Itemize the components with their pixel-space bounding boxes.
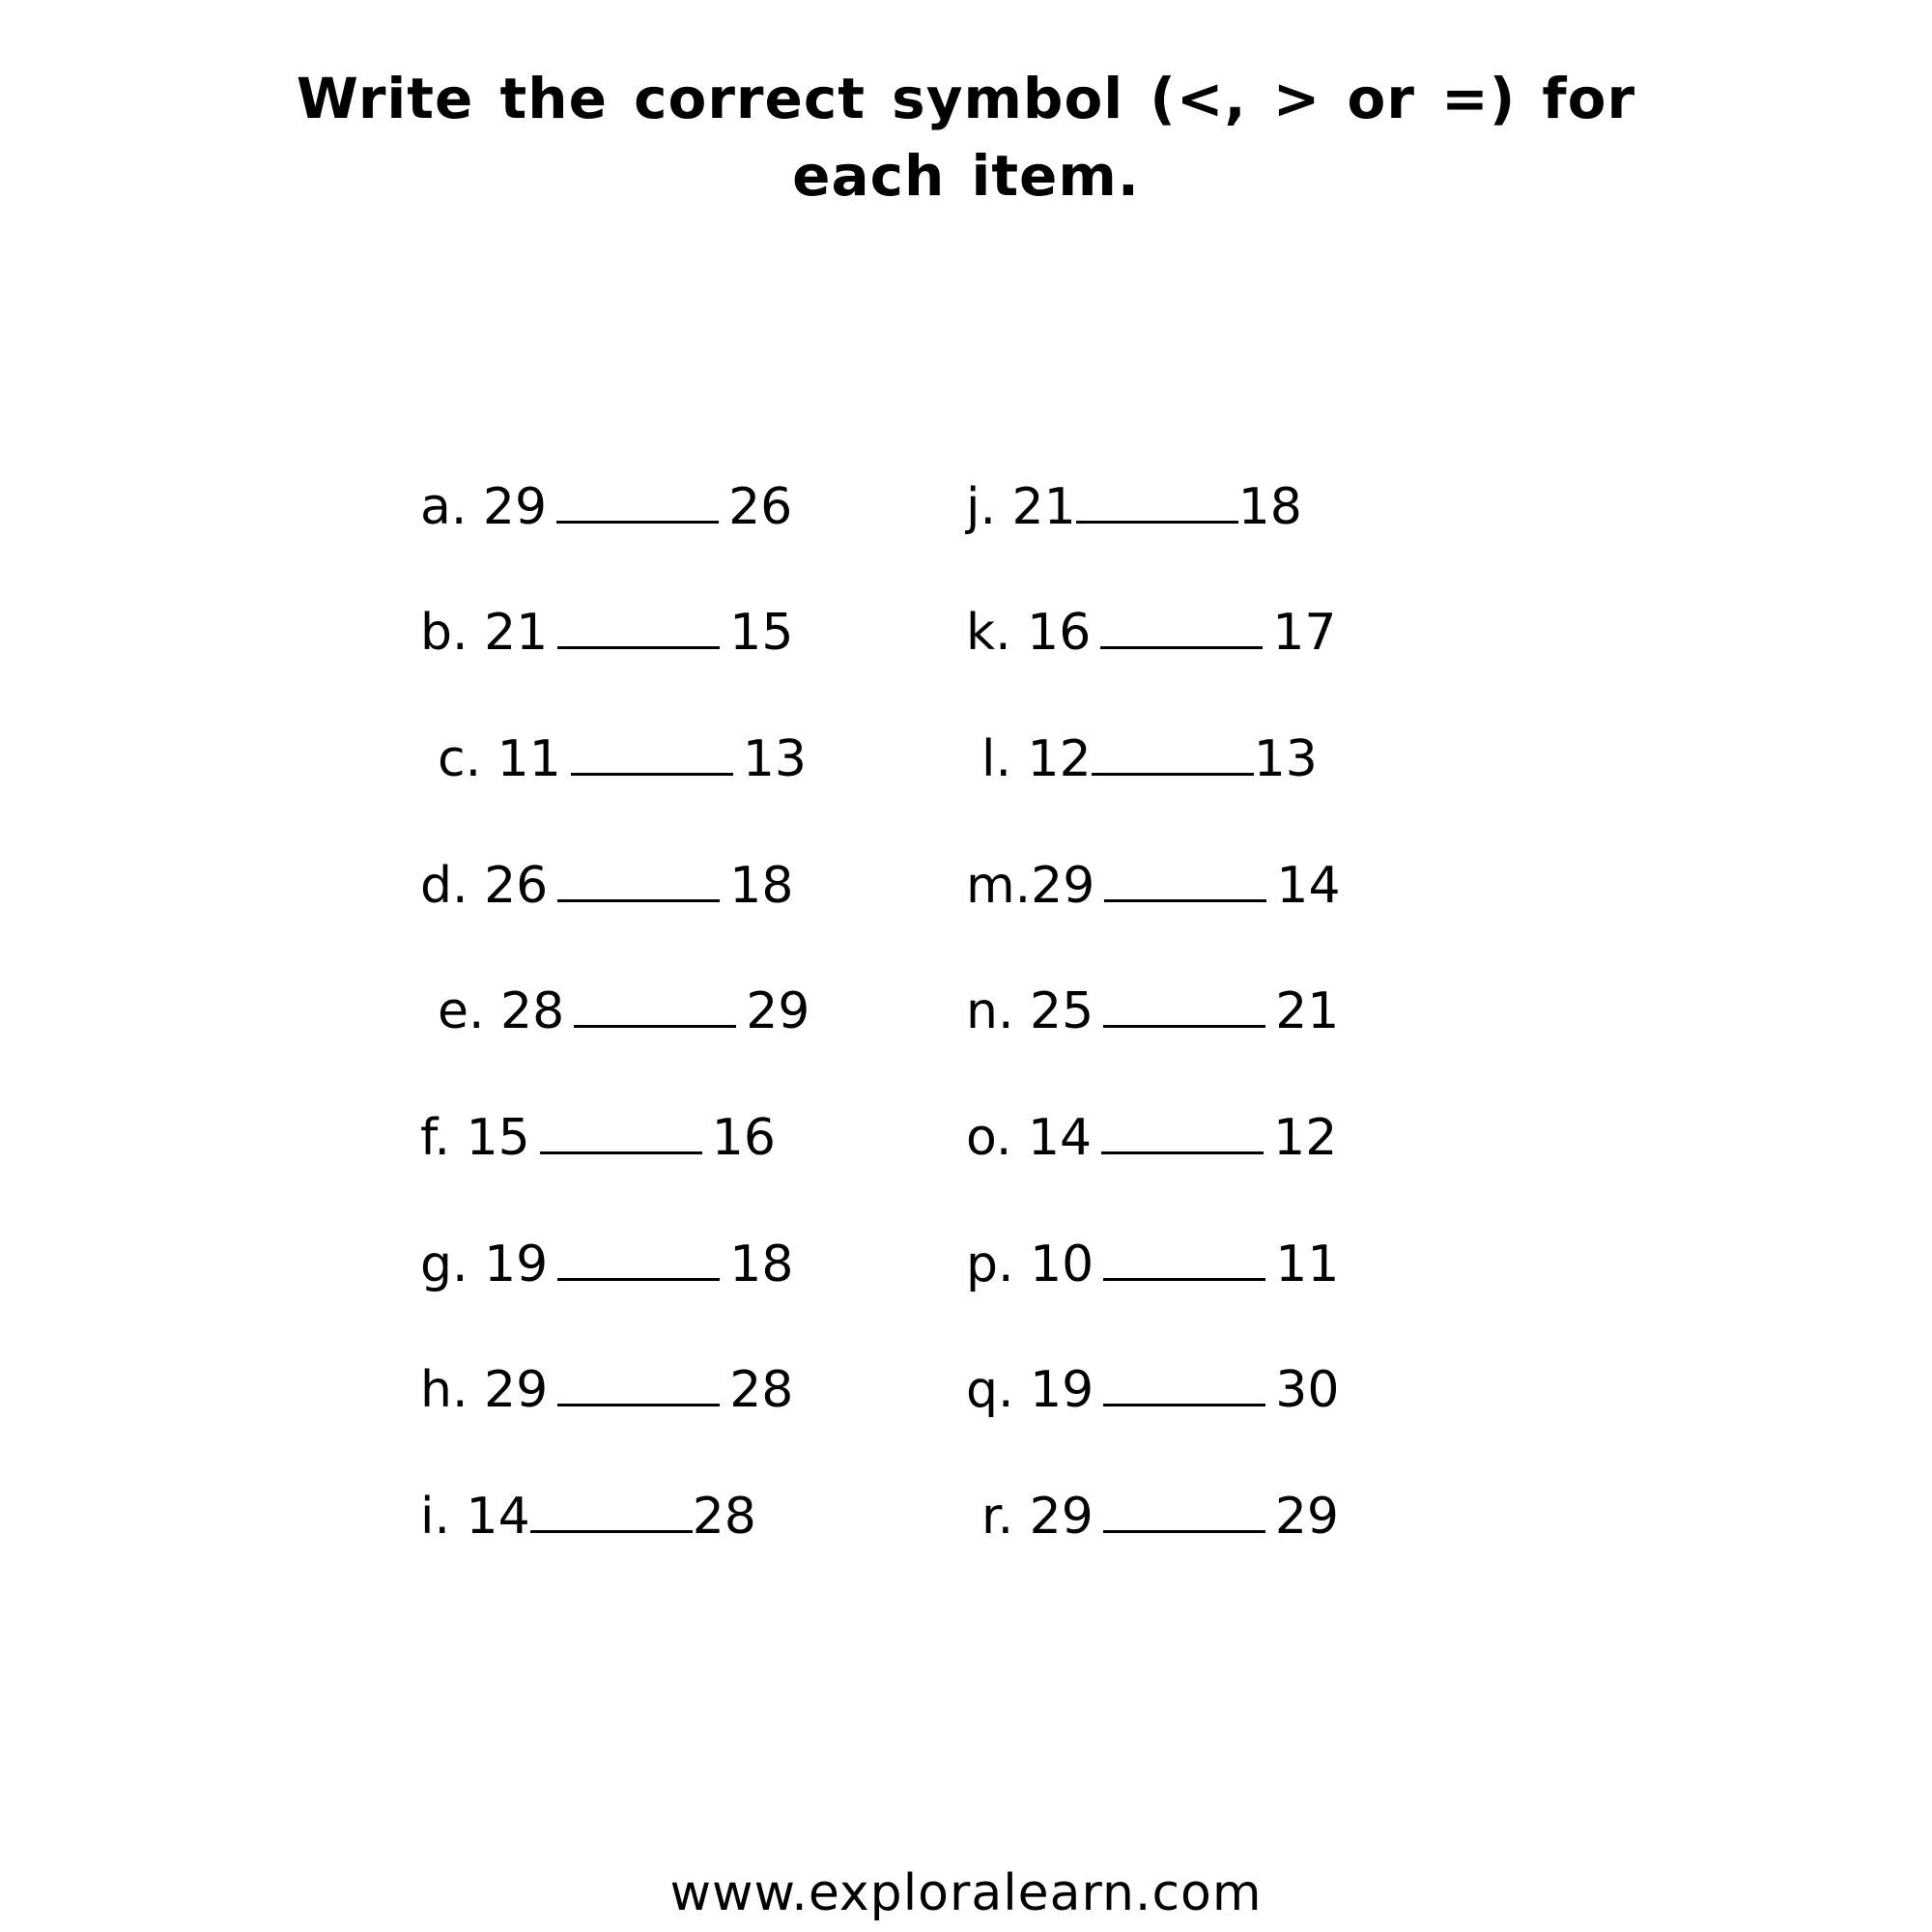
item-right-value: 21	[1275, 982, 1340, 1040]
item-left-value: h. 29	[420, 1361, 549, 1419]
comparison-item-l	[981, 721, 1318, 798]
item-right-value: 15	[729, 604, 794, 662]
answer-blank[interactable]	[1076, 470, 1238, 524]
answer-blank[interactable]	[530, 1480, 693, 1533]
comparison-item-e	[438, 973, 810, 1050]
item-right-value: 12	[1273, 1109, 1338, 1167]
comparison-item-i	[420, 1478, 756, 1555]
comparison-item-g	[420, 1226, 793, 1303]
item-right-value: 13	[1253, 730, 1318, 788]
answer-blank[interactable]	[557, 596, 720, 649]
answer-blank[interactable]	[557, 849, 720, 902]
comparison-item-r	[981, 1478, 1339, 1555]
comparison-item-o	[966, 1099, 1337, 1177]
item-right-value: 29	[1274, 1488, 1340, 1546]
comparison-item-j	[966, 469, 1302, 546]
item-right-value: 26	[728, 478, 793, 536]
item-left-value: j. 21	[966, 478, 1076, 536]
item-left-value: o. 14	[966, 1109, 1093, 1167]
answer-blank[interactable]	[1103, 975, 1265, 1028]
item-left-value: r. 29	[981, 1488, 1094, 1546]
answer-blank[interactable]	[571, 723, 733, 776]
answer-blank[interactable]	[1103, 1228, 1265, 1281]
item-right-value: 30	[1275, 1361, 1340, 1419]
answer-blank[interactable]	[1103, 1353, 1265, 1406]
item-left-value: d. 26	[420, 857, 549, 915]
item-right-value: 18	[1237, 478, 1302, 536]
comparison-item-a	[420, 469, 792, 546]
item-right-value: 28	[729, 1361, 794, 1419]
item-right-value: 29	[746, 982, 810, 1040]
item-right-value: 13	[742, 730, 807, 788]
item-left-value: m.29	[966, 857, 1095, 915]
comparison-item-k	[966, 594, 1337, 671]
comparison-item-f	[420, 1099, 776, 1177]
item-left-value: n. 25	[966, 982, 1094, 1040]
answer-blank[interactable]	[556, 470, 719, 524]
comparison-item-b	[420, 594, 793, 671]
item-right-value: 11	[1275, 1236, 1340, 1293]
item-left-value: f. 15	[420, 1109, 530, 1167]
comparison-item-q	[966, 1351, 1339, 1429]
comparison-item-c	[438, 721, 807, 798]
worksheet-instructions: Write the correct symbol (<, > or =) for each item.	[296, 66, 1636, 209]
item-right-value: 18	[729, 857, 794, 915]
item-right-value: 28	[692, 1488, 756, 1546]
comparison-item-d	[420, 847, 793, 924]
item-right-value: 16	[711, 1109, 776, 1167]
item-left-value: g. 19	[420, 1236, 549, 1293]
footer-website: www.exploralearn.com	[669, 1864, 1263, 1922]
answer-blank[interactable]	[540, 1101, 702, 1154]
item-left-value: a. 29	[420, 478, 548, 536]
item-left-value: i. 14	[420, 1488, 530, 1546]
item-left-value: c. 11	[438, 730, 561, 788]
comparison-item-m	[966, 847, 1341, 924]
answer-blank[interactable]	[1103, 1480, 1265, 1533]
item-right-value: 18	[729, 1236, 794, 1293]
answer-blank[interactable]	[1092, 723, 1254, 776]
item-right-value: 17	[1272, 604, 1337, 662]
item-left-value: b. 21	[420, 604, 549, 662]
answer-blank[interactable]	[557, 1353, 720, 1406]
comparison-item-p	[966, 1226, 1339, 1303]
item-right-value: 14	[1276, 857, 1341, 915]
comparison-item-h	[420, 1351, 793, 1429]
item-left-value: p. 10	[966, 1236, 1094, 1293]
item-left-value: q. 19	[966, 1361, 1094, 1419]
answer-blank[interactable]	[1104, 849, 1266, 902]
item-left-value: l. 12	[981, 730, 1092, 788]
answer-blank[interactable]	[557, 1228, 720, 1281]
answer-blank[interactable]	[1100, 596, 1263, 649]
answer-blank[interactable]	[574, 975, 736, 1028]
answer-blank[interactable]	[1101, 1101, 1264, 1154]
comparison-item-n	[966, 973, 1339, 1050]
item-left-value: k. 16	[966, 604, 1092, 662]
item-left-value: e. 28	[438, 982, 565, 1040]
